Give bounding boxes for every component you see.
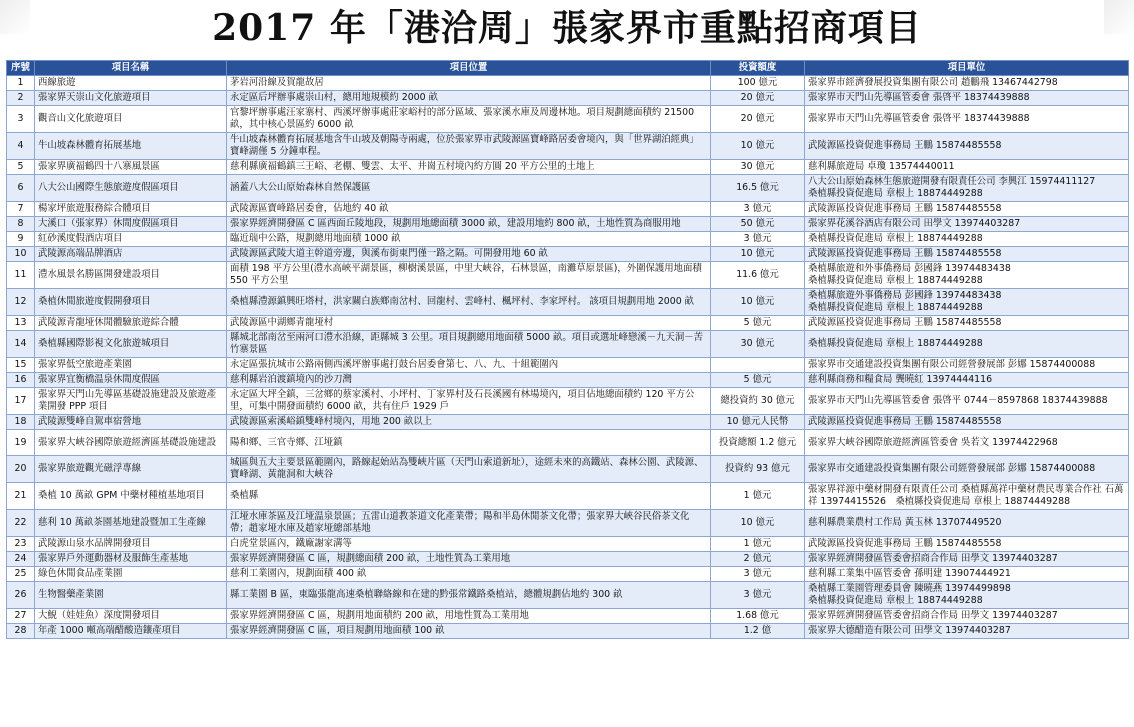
table-row bbox=[7, 624, 1129, 639]
cell-unit: 桑植縣投資促進局 章根上 18874449288 bbox=[805, 331, 1129, 358]
cell-index: 16 bbox=[7, 373, 35, 388]
table-row bbox=[7, 510, 1129, 537]
cell-unit: 武陵源區投資促進事務局 王鵬 15874485558 bbox=[805, 316, 1129, 331]
cell-unit: 武陵源區投資促進事務局 王鵬 15874485558 bbox=[805, 537, 1129, 552]
cell-index: 10 bbox=[7, 247, 35, 262]
column-header-unit: 項目單位 bbox=[805, 61, 1129, 76]
cell-investment: 10 億元 bbox=[711, 247, 805, 262]
cell-unit: 張家界市天門山先導區管委會 張啓平 18374439888 bbox=[805, 91, 1129, 106]
cell-investment: 100 億元 bbox=[711, 76, 805, 91]
cell-index: 12 bbox=[7, 289, 35, 316]
cell-unit: 張家界市天門山先導區管委會 張啓平 18374439888 bbox=[805, 106, 1129, 133]
cell-index: 21 bbox=[7, 483, 35, 510]
cell-unit: 張家界市經濟發展投資集團有限公司 趙鵬飛 13467442798 bbox=[805, 76, 1129, 91]
cell-investment: 1.2 億 bbox=[711, 624, 805, 639]
cell-unit: 張家界大峽谷國際旅遊經濟區管委會 吳若文 13974422968 bbox=[805, 430, 1129, 456]
cell-location: 白虎堂景區內，鐵廠謝家溝等 bbox=[227, 537, 711, 552]
cell-project-name: 張家界天崇山文化旅遊項目 bbox=[35, 91, 227, 106]
cell-project-name: 張家界廣福鶴四十八寨風景區 bbox=[35, 160, 227, 175]
cell-investment: 5 億元 bbox=[711, 316, 805, 331]
cell-index: 22 bbox=[7, 510, 35, 537]
cell-index: 19 bbox=[7, 430, 35, 456]
cell-investment: 投資約 93 億元 bbox=[711, 456, 805, 483]
cell-investment: 1 億元 bbox=[711, 483, 805, 510]
table-row bbox=[7, 373, 1129, 388]
cell-project-name: 慈利 10 萬畝茶園基地建設暨加工生產線 bbox=[35, 510, 227, 537]
cell-unit: 桑植縣旅遊和外事僑務局 彭國鋒 13974483438 桑植縣投資促進局 章根上 18874449288 bbox=[805, 262, 1129, 289]
cell-location: 陽和鄉、三官寺鄉、江垭鎮 bbox=[227, 430, 711, 456]
cell-location: 慈利縣岩泊渡鎮境內的沙刀灣 bbox=[227, 373, 711, 388]
table-row bbox=[7, 537, 1129, 552]
cell-location: 永定區大坪全鎮，三岔鄉的蔡家溪村、小坪村、丁家界村及石長溪國有林場境內，項目佔地總面積約 120 平方公里，可集中開發面積約 6000 畝，共有住戶 1929 戶 bbox=[227, 388, 711, 415]
table-row bbox=[7, 430, 1129, 456]
table-row bbox=[7, 567, 1129, 582]
cell-index: 24 bbox=[7, 552, 35, 567]
cell-project-name: 大溪口（張家界）休閒度假區項目 bbox=[35, 217, 227, 232]
cell-project-name: 武陵源青龍垭休閒體驗旅遊綜合體 bbox=[35, 316, 227, 331]
table-row bbox=[7, 76, 1129, 91]
cell-location: 面積 198 平方公里(澧水高峽平湖景區，柳樹溪景區，中里大峽谷，石林景區，南灘草原景區)，外圍保護用地面積 550 平方公里 bbox=[227, 262, 711, 289]
cell-project-name: 張家界戶外運動器材及服飾生產基地 bbox=[35, 552, 227, 567]
cell-location: 慈利縣廣福鶴鎮三王峪、老棚、雙雲、太平、井崗五村境內約方圓 20 平方公里的土地上 bbox=[227, 160, 711, 175]
table-header-row bbox=[7, 61, 1129, 76]
cell-project-name: 紅砂溪度假酒店項目 bbox=[35, 232, 227, 247]
cell-index: 7 bbox=[7, 202, 35, 217]
cell-unit: 張家界大德醋造有限公司 田學文 13974403287 bbox=[805, 624, 1129, 639]
cell-index: 15 bbox=[7, 358, 35, 373]
cell-investment: 5 億元 bbox=[711, 373, 805, 388]
cell-project-name: 年產 1000 噸高端醋酸造鑲產項目 bbox=[35, 624, 227, 639]
cell-location: 永定區張抗城市公路兩側西溪坪辦事處打鼓台居委會第七、八、九、十組範圍內 bbox=[227, 358, 711, 373]
cell-unit: 八大公山原始森林生態旅遊開發有限責任公司 李興江 15974411127 桑植縣投資促進局 章根上 18874449288 bbox=[805, 175, 1129, 202]
cell-unit: 張家界花溪谷酒店有限公司 田學文 13974403287 bbox=[805, 217, 1129, 232]
cell-location: 張家界經濟開發區 C 區，項目規劃用地面積 100 畝 bbox=[227, 624, 711, 639]
table-row bbox=[7, 217, 1129, 232]
cell-project-name: 武陵源高端品牌酒店 bbox=[35, 247, 227, 262]
cell-location: 官黎坪辦事處汪家寨村、西溪坪辦事處莊家峪村的部分區域、張家溪水庫及周邊林地。項目規劃總面積約 21500 畝，其中核心景區約 6000 畝 bbox=[227, 106, 711, 133]
cell-unit: 武陵源區投資促進事務局 王鵬 15874485558 bbox=[805, 247, 1129, 262]
cell-index: 25 bbox=[7, 567, 35, 582]
column-header-name: 項目名稱 bbox=[35, 61, 227, 76]
table-row bbox=[7, 106, 1129, 133]
cell-project-name: 張家界低空旅遊產業園 bbox=[35, 358, 227, 373]
cell-location: 桑植縣澧源鎮興旺塔村，洪家關白族鄉南岔村、回龍村、雲峰村、楓坪村、李家坪村。 該項目規劃用地 2000 畝 bbox=[227, 289, 711, 316]
cell-unit: 慈利縣農業農村工作局 黃玉林 13707449520 bbox=[805, 510, 1129, 537]
cell-index: 26 bbox=[7, 582, 35, 609]
cell-project-name: 張家界天門山先導區基礎設施建設及旅遊產業開發 PPP 項目 bbox=[35, 388, 227, 415]
column-header-index: 序號 bbox=[7, 61, 35, 76]
cell-project-name: 桑植縣國際影視文化旅遊城項目 bbox=[35, 331, 227, 358]
table-row bbox=[7, 582, 1129, 609]
cell-index: 13 bbox=[7, 316, 35, 331]
cell-unit: 桑植縣投資促進局 章根上 18874449288 bbox=[805, 232, 1129, 247]
cell-location: 張家界經濟開發區 C 區西面丘陵地段，規劃用地總面積 3000 畝，建設用地約 800 畝，土地性質為商服用地 bbox=[227, 217, 711, 232]
cell-investment: 2 億元 bbox=[711, 552, 805, 567]
cell-location: 縣工業園 B 區，東臨張龍高速桑植聯絡線和在建的黔張常鐵路桑植站，總體規劃佔地約 300 畝 bbox=[227, 582, 711, 609]
cell-investment: 10 億元人民幣 bbox=[711, 415, 805, 430]
cell-investment: 11.6 億元 bbox=[711, 262, 805, 289]
cell-index: 5 bbox=[7, 160, 35, 175]
table-row bbox=[7, 331, 1129, 358]
cell-location: 張家界經濟開發區 C 區，規劃用地面積約 200 畝，用地性質為工業用地 bbox=[227, 609, 711, 624]
cell-investment: 3 億元 bbox=[711, 232, 805, 247]
cell-location: 武陵源區武陵大道主幹道旁邊，與溪布街東門僅一路之隔。可開發用地 60 畝 bbox=[227, 247, 711, 262]
cell-investment: 10 億元 bbox=[711, 133, 805, 160]
cell-unit: 慈利縣旅遊局 卓瓊 13574440011 bbox=[805, 160, 1129, 175]
cell-location: 臨近瑞中公路，規劃總用地面積 1000 畝 bbox=[227, 232, 711, 247]
cell-location: 茅岩河沿線及賀龍故居 bbox=[227, 76, 711, 91]
page-title: 2017 年「港洽周」張家界市重點招商項目 bbox=[212, 7, 922, 49]
table-row bbox=[7, 552, 1129, 567]
table-row bbox=[7, 483, 1129, 510]
cell-location: 縣城北部南岔至兩河口澧水沿線，距縣城 3 公里。項目規劃總用地面積 5000 畝。項目或選址峰戀溪－九天洞－苦竹寨景區 bbox=[227, 331, 711, 358]
cell-index: 14 bbox=[7, 331, 35, 358]
table-row bbox=[7, 609, 1129, 624]
cell-location: 桑植縣 bbox=[227, 483, 711, 510]
cell-project-name: 武陵源雙峰自駕車宿營地 bbox=[35, 415, 227, 430]
table-row bbox=[7, 456, 1129, 483]
cell-unit: 張家界經濟開發區管委會招商合作局 田學文 13974403287 bbox=[805, 609, 1129, 624]
cell-location: 江垭水庫茶區及江垭温泉景區；五雷山道教茶道文化產業帶；陽和半島休閒茶文化帶；張家界大峽谷民俗茶文化帶；趙家垭水庫及趙家垭總部基地 bbox=[227, 510, 711, 537]
cell-project-name: 澧水風景名勝區開發建設項目 bbox=[35, 262, 227, 289]
projects-table bbox=[6, 60, 1129, 639]
table-body bbox=[7, 76, 1129, 639]
table-row bbox=[7, 388, 1129, 415]
table-row bbox=[7, 262, 1129, 289]
cell-project-name: 觀音山文化旅遊項目 bbox=[35, 106, 227, 133]
cell-unit: 慈利縣商務和糧食局 龔曉紅 13974444116 bbox=[805, 373, 1129, 388]
cell-unit: 張家界經濟開發區管委會招商合作局 田學文 13974403287 bbox=[805, 552, 1129, 567]
cell-investment: 1.68 億元 bbox=[711, 609, 805, 624]
cell-unit: 張家界市交通建設投資集團有限公司經營發展部 彭娜 15874400088 bbox=[805, 456, 1129, 483]
cell-unit: 武陵源區投資促進事務局 王鵬 15874485558 bbox=[805, 133, 1129, 160]
cell-index: 3 bbox=[7, 106, 35, 133]
cell-index: 20 bbox=[7, 456, 35, 483]
table-row bbox=[7, 358, 1129, 373]
cell-index: 18 bbox=[7, 415, 35, 430]
cell-investment: 總投資約 30 億元 bbox=[711, 388, 805, 415]
cell-location: 張家界經濟開發區 C 區，規劃總面積 200 畝，土地性質為工業用地 bbox=[227, 552, 711, 567]
cell-unit: 張家界市天門山先導區管委會 張啓平 0744－8597868 18374439888 bbox=[805, 388, 1129, 415]
cell-project-name: 張家界大峽谷國際旅遊經濟區基礎設施建設 bbox=[35, 430, 227, 456]
cell-investment: 3 億元 bbox=[711, 567, 805, 582]
cell-investment: 30 億元 bbox=[711, 331, 805, 358]
cell-location: 城區與五大主要景區範圍內，路線起始站為雙峽片區（天門山索道新址），途經未來的高鐵站、森林公園、武陵源、寶峰湖、黃龍洞和大峽谷 bbox=[227, 456, 711, 483]
cell-investment bbox=[711, 358, 805, 373]
cell-project-name: 張家界旅遊觀光磁浮專線 bbox=[35, 456, 227, 483]
cell-investment: 投資總額 1.2 億元 bbox=[711, 430, 805, 456]
table-row bbox=[7, 247, 1129, 262]
cell-unit: 武陵源區投資促進事務局 王鵬 15874485558 bbox=[805, 202, 1129, 217]
cell-investment: 3 億元 bbox=[711, 202, 805, 217]
cell-investment: 16.5 億元 bbox=[711, 175, 805, 202]
cell-project-name: 楊家坪旅遊服務綜合體項目 bbox=[35, 202, 227, 217]
table-row bbox=[7, 133, 1129, 160]
cell-location: 武陵源區中湖鄉青龍垭村 bbox=[227, 316, 711, 331]
table-row bbox=[7, 160, 1129, 175]
table-row bbox=[7, 316, 1129, 331]
cell-index: 27 bbox=[7, 609, 35, 624]
cell-index: 8 bbox=[7, 217, 35, 232]
cell-project-name: 桑植 10 萬畝 GPM 中藥材種植基地項目 bbox=[35, 483, 227, 510]
table-row bbox=[7, 415, 1129, 430]
cell-index: 1 bbox=[7, 76, 35, 91]
cell-investment: 1 億元 bbox=[711, 537, 805, 552]
table-row bbox=[7, 91, 1129, 106]
column-header-location: 項目位置 bbox=[227, 61, 711, 76]
cell-location: 武陵源區寶峰路居委會，佔地約 40 畝 bbox=[227, 202, 711, 217]
cell-unit: 張家界祥源中藥材開發有限責任公司 桑植縣萬祥中藥材農民專業合作社 石萬祥 13974415526 桑植縣投資促進局 章根上 18874449288 bbox=[805, 483, 1129, 510]
cell-project-name: 八大公山國際生態旅遊度假區項目 bbox=[35, 175, 227, 202]
cell-index: 6 bbox=[7, 175, 35, 202]
cell-project-name: 張家界宜衡橋温泉休閒度假區 bbox=[35, 373, 227, 388]
cell-unit: 桑植縣旅遊外事僑務局 彭國鋒 13974483438 桑植縣投資促進局 章根上 18874449288 bbox=[805, 289, 1129, 316]
table-row bbox=[7, 175, 1129, 202]
cell-project-name: 牛山坡森林體育拓展基地 bbox=[35, 133, 227, 160]
cell-investment: 3 億元 bbox=[711, 582, 805, 609]
cell-investment: 20 億元 bbox=[711, 106, 805, 133]
table-row bbox=[7, 232, 1129, 247]
table-row bbox=[7, 289, 1129, 316]
cell-project-name: 武陵源山泉水品牌開發項目 bbox=[35, 537, 227, 552]
cell-project-name: 西線旅遊 bbox=[35, 76, 227, 91]
cell-project-name: 生物醫藥產業園 bbox=[35, 582, 227, 609]
cell-location: 牛山坡森林體育拓展基地含牛山坡及朝陽寺兩處，位於張家界市武陵源區寶峰路居委會境內，與「世界湖泊經典」寶峰湖僅 5 分鐘車程。 bbox=[227, 133, 711, 160]
table-row bbox=[7, 202, 1129, 217]
cell-unit: 慈利縣工業集中區管委會 孫明建 13907444921 bbox=[805, 567, 1129, 582]
cell-location: 永定區后坪辦事處崇山村，總用地規模約 2000 畝 bbox=[227, 91, 711, 106]
cell-location: 慈利工業園內，規劃面積 400 畝 bbox=[227, 567, 711, 582]
cell-location: 武陵源區索溪峪鎮雙峰村境內，用地 200 畝以上 bbox=[227, 415, 711, 430]
cell-location: 涵蓋八大公山原始森林自然保護區 bbox=[227, 175, 711, 202]
cell-project-name: 桑植休閒旅遊度假開發項目 bbox=[35, 289, 227, 316]
cell-project-name: 大鯢（娃娃魚）深度開發項目 bbox=[35, 609, 227, 624]
cell-index: 2 bbox=[7, 91, 35, 106]
cell-index: 28 bbox=[7, 624, 35, 639]
cell-investment: 30 億元 bbox=[711, 160, 805, 175]
cell-unit: 張家界市交通建設投資集團有限公司經營發展部 彭娜 15874400088 bbox=[805, 358, 1129, 373]
cell-unit: 桑植縣工業園管理委員會 陳曉燕 13974499898 桑植縣投資促進局 章根上 18874449288 bbox=[805, 582, 1129, 609]
cell-investment: 10 億元 bbox=[711, 510, 805, 537]
cell-index: 17 bbox=[7, 388, 35, 415]
cell-investment: 50 億元 bbox=[711, 217, 805, 232]
cell-index: 9 bbox=[7, 232, 35, 247]
cell-index: 23 bbox=[7, 537, 35, 552]
column-header-investment: 投資額度 bbox=[711, 61, 805, 76]
cell-investment: 20 億元 bbox=[711, 91, 805, 106]
cell-project-name: 綠色休閒食品產業園 bbox=[35, 567, 227, 582]
cell-unit: 武陵源區投資促進事務局 王鵬 15874485558 bbox=[805, 415, 1129, 430]
cell-index: 11 bbox=[7, 262, 35, 289]
cell-investment: 10 億元 bbox=[711, 289, 805, 316]
cell-index: 4 bbox=[7, 133, 35, 160]
